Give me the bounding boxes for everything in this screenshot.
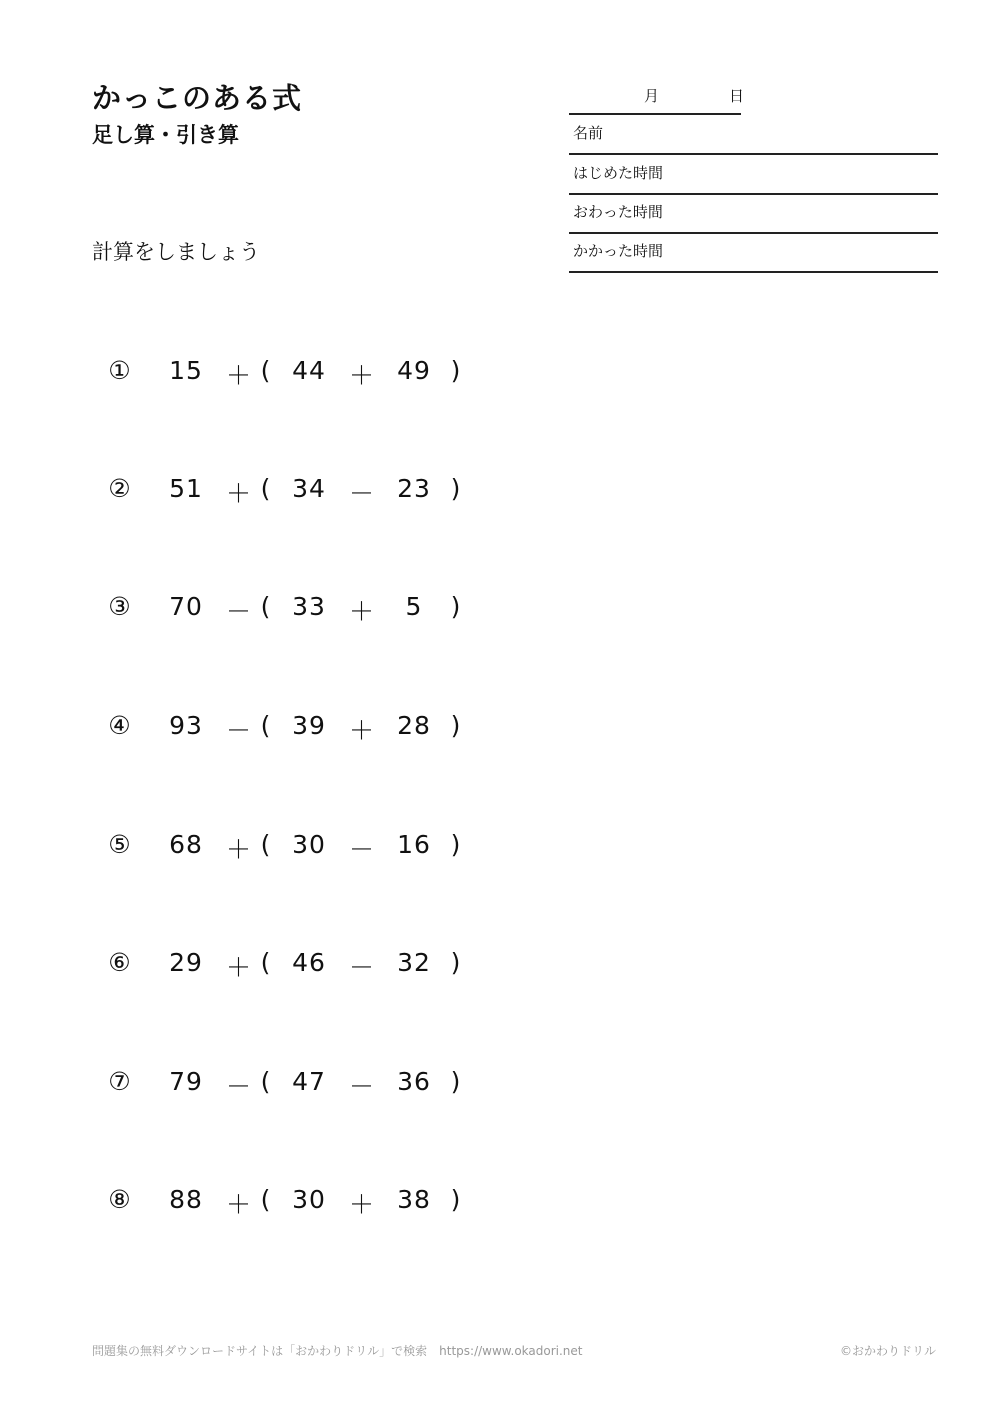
operand-c: 16 [397,830,431,859]
left-paren: ( [260,830,272,859]
operand-a: 51 [169,474,203,503]
footer-credit: 問題集の無料ダウンロードサイトは「おかわりドリル」で検索 https://www.okadori.net [92,1344,583,1358]
start-time-label: はじめた時間 [573,164,664,182]
elapsed-time-row[interactable] [569,233,938,273]
operand-b: 47 [292,1067,326,1096]
right-paren: ) [450,948,462,977]
problem-number: ⑤ [108,830,132,859]
operand-c: 36 [397,1067,431,1096]
right-paren: ) [450,474,462,503]
operand-c: 5 [405,592,423,621]
operand-a: 79 [169,1067,203,1096]
problem-number: ④ [108,711,132,740]
operand-b: 30 [292,1185,326,1214]
operator-2: ＋ [349,597,376,626]
operator-2: － [349,953,376,982]
right-paren: ) [450,356,462,385]
right-paren: ) [450,592,462,621]
problem-number: ② [108,474,132,503]
operand-c: 28 [397,711,431,740]
end-time-label: おわった時間 [573,203,663,221]
left-paren: ( [260,356,272,385]
operator-1: － [226,1072,253,1101]
operand-a: 70 [169,592,203,621]
operand-a: 88 [169,1185,203,1214]
operand-a: 15 [169,356,203,385]
left-paren: ( [260,474,272,503]
operand-a: 93 [169,711,203,740]
day-label: 日 [729,87,745,105]
right-paren: ) [450,1067,462,1096]
operator-1: ＋ [226,1190,253,1219]
operator-2: － [349,1072,376,1101]
right-paren: ) [450,830,462,859]
month-label: 月 [644,87,660,105]
worksheet-title: かっこのある式 [92,81,303,115]
operand-b: 34 [292,474,326,503]
problem-row [0,356,520,396]
operand-c: 49 [397,356,431,385]
left-paren: ( [260,711,272,740]
operand-b: 30 [292,830,326,859]
problem-number: ① [108,356,132,385]
right-paren: ) [450,711,462,740]
name-row[interactable] [569,115,938,155]
operator-1: － [226,716,253,745]
footer-copyright: ©おかわりドリル [839,1344,936,1358]
operand-a: 29 [169,948,203,977]
problem-row [0,830,520,870]
left-paren: ( [260,592,272,621]
operator-2: ＋ [349,361,376,390]
end-time-row[interactable] [569,194,938,234]
problem-number: ⑧ [108,1185,132,1214]
instruction-text: 計算をしましょう [92,240,260,264]
problem-number: ⑥ [108,948,132,977]
operand-b: 39 [292,711,326,740]
operator-2: － [349,835,376,864]
elapsed-time-label: かかった時間 [573,242,664,260]
operator-1: － [226,597,253,626]
problem-row [0,711,520,751]
operator-1: ＋ [226,361,253,390]
operator-2: ＋ [349,716,376,745]
operand-c: 23 [397,474,431,503]
worksheet-subtitle: 足し算・引き算 [92,123,239,147]
problem-number: ⑦ [108,1067,132,1096]
operand-b: 33 [292,592,326,621]
problem-row [0,474,520,514]
operand-b: 44 [292,356,326,385]
operand-a: 68 [169,830,203,859]
problem-row [0,592,520,632]
left-paren: ( [260,948,272,977]
operator-1: ＋ [226,835,253,864]
left-paren: ( [260,1185,272,1214]
name-label: 名前 [573,124,604,142]
problem-number: ③ [108,592,132,621]
problem-row [0,1185,520,1225]
operator-1: ＋ [226,479,253,508]
operand-b: 46 [292,948,326,977]
problem-row [0,1067,520,1107]
problem-row [0,948,520,988]
operator-2: － [349,479,376,508]
left-paren: ( [260,1067,272,1096]
operator-1: ＋ [226,953,253,982]
operand-c: 38 [397,1185,431,1214]
date-row[interactable] [569,80,745,115]
right-paren: ) [450,1185,462,1214]
operator-2: ＋ [349,1190,376,1219]
operand-c: 32 [397,948,431,977]
start-time-row[interactable] [569,155,938,195]
